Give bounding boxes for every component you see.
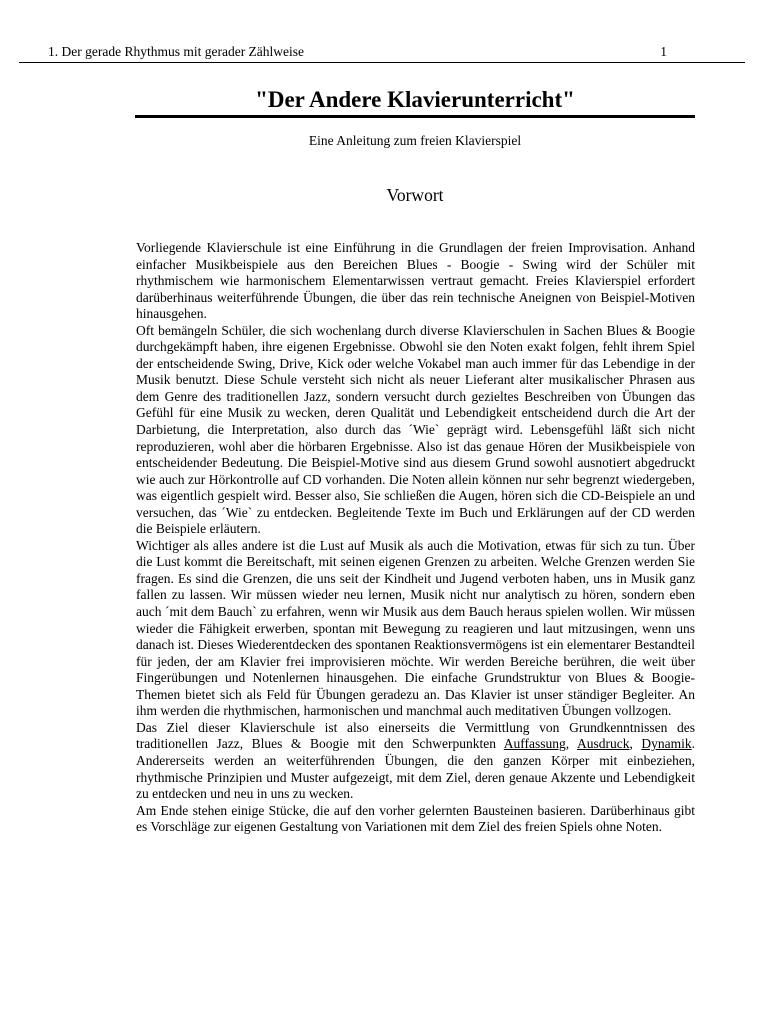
paragraph-problem: Oft bemängeln Schüler, die sich wochenlang durch diverse Klavierschulen in Sachen Blues & Boogie durchgekämpft haben, ihre eigenen Ergebnisse. Obwohl sie den Noten exakt folgen, fehlt ihrem Spiel der entscheidende Swing, Drive, Kick oder welche Vokabel man auch immer für das Lebendige in der Musik benutzt. Diese Schule versteht sich nicht als neuer Lieferant alter musikalischer Phrasen aus dem Genre des traditionellen Jazz, sondern versucht durch gezieltes Beschreiben von Übungen das Gefühl für eine Musik zu wecken, deren Qualität und Lebendigkeit entscheidend durch die Art der Darbietung, die Interpretation, also durch das ´Wie` geprägt wird. Lebensgefühl läßt sich nicht reproduzieren, wohl aber die hörbaren Ergebnisse. Also ist das genaue Hören der Musikbeispiele von entscheidender Bedeutung. Die Beispiel-Motive sind aus diesem Grund sowohl ausnotiert abgedruckt wie auch zur Hörkontrolle auf CD vorhanden. Die Noten allein können nur sehr begrenzt wiedergeben, was eigentlich gespielt wird. Besser also, Sie schließen die Augen, hören sich die CD-Beispiele an und versuchen, das ´Wie` zu entdecken. Begleitende Texte im Buch und Erklärungen auf der CD werden die Beispiele erläutern. (136, 322, 695, 537)
document-subtitle: Eine Anleitung zum freien Klavierspiel (308, 133, 522, 148)
page-number: 1 (660, 44, 667, 59)
term-auffassung: Auffassung (503, 736, 566, 752)
paragraph-intro: Vorliegende Klavierschule ist eine Einführung in die Grundlagen der freien Improvisation. Anhand einfacher Musikbeispiele aus den Bereichen Blues - Boogie - Swing wird der Schüler mit rhythmischem wie harmonischem Elementarwissen vertraut gemacht. Freies Klavierspiel erfordert darüberhinaus weiterführende Übungen, die über das rein technische Aneignen von Beispiel-Motiven hinausgehen. (136, 240, 695, 322)
section-heading: Vorwort (386, 185, 444, 205)
body-text (136, 240, 695, 836)
goal-separator: , (565, 736, 577, 752)
goal-text-intro: Das Ziel dieser Klavierschule ist also einerseits die Vermittlung von Grundkenntnissen des traditionellen Jazz, Blues & Boogie mit den Schwerpunkten (136, 719, 695, 752)
paragraph-goal (136, 720, 695, 803)
document-title: "Der Andere Klavierunterricht" (135, 86, 695, 118)
term-ausdruck: Ausdruck (576, 736, 630, 752)
running-header (19, 43, 745, 63)
paragraph-outlook: Am Ende stehen einige Stücke, die auf den vorher gelernten Bausteinen basieren. Darüberhinaus gibt es Vorschläge zur eigenen Gestaltung von Variationen mit dem Ziel des freien Spiels ohne Noten. (136, 802, 695, 835)
goal-separator: , (629, 736, 642, 752)
chapter-title: 1. Der gerade Rhythmus mit gerader Zählweise (48, 44, 305, 59)
paragraph-motivation: Wichtiger als alles andere ist die Lust auf Musik als auch die Motivation, etwas für sich zu tun. Über die Lust kommt die Bereitschaft, mit seinen eigenen Grenzen zu arbeiten. Welche Grenzen werden Sie fragen. Es sind die Grenzen, die uns seit der Kindheit und Jugend verboten haben, uns in Musik ganz fallen zu lassen. Wir müssen wieder neu lernen, Musik nicht nur analytisch zu hören, sondern eben auch ´mit dem Bauch` zu erfahren, wenn wir Musik aus dem Bauch heraus spielen wollen. Wir müssen wieder die Fähigkeit erwerben, spontan mit Bewegung zu reagieren und laut mitzusingen, wenn uns danach ist. Dieses Wiederentdecken des spontanen Reaktionsvermögens ist ein elementarer Bestandteil für jeden, der am Klavier frei improvisieren möchte. Wir werden Bereiche berühren, die weit über Fingerübungen und Notenlernen hinausgehen. Die einfache Grundstruktur von Blues & Boogie-Themen bietet sich als Feld für Übungen geradezu an. Das Klavier ist unser ständiger Begleiter. An ihm werden die rhythmischen, harmonischen und manchmal auch meditativen Übungen vollzogen. (136, 537, 695, 719)
term-dynamik: Dynamik (641, 736, 692, 752)
goal-text-rest: . Andererseits werden an weiterführenden Übungen, die den ganzen Körper mit einbeziehen, rhythmische Prinzipien und Muster aufgezeigt, mit dem Ziel, deren genaue Akzente und Lebendigkeit zu entdecken und neu in uns zu wecken. (136, 736, 695, 802)
